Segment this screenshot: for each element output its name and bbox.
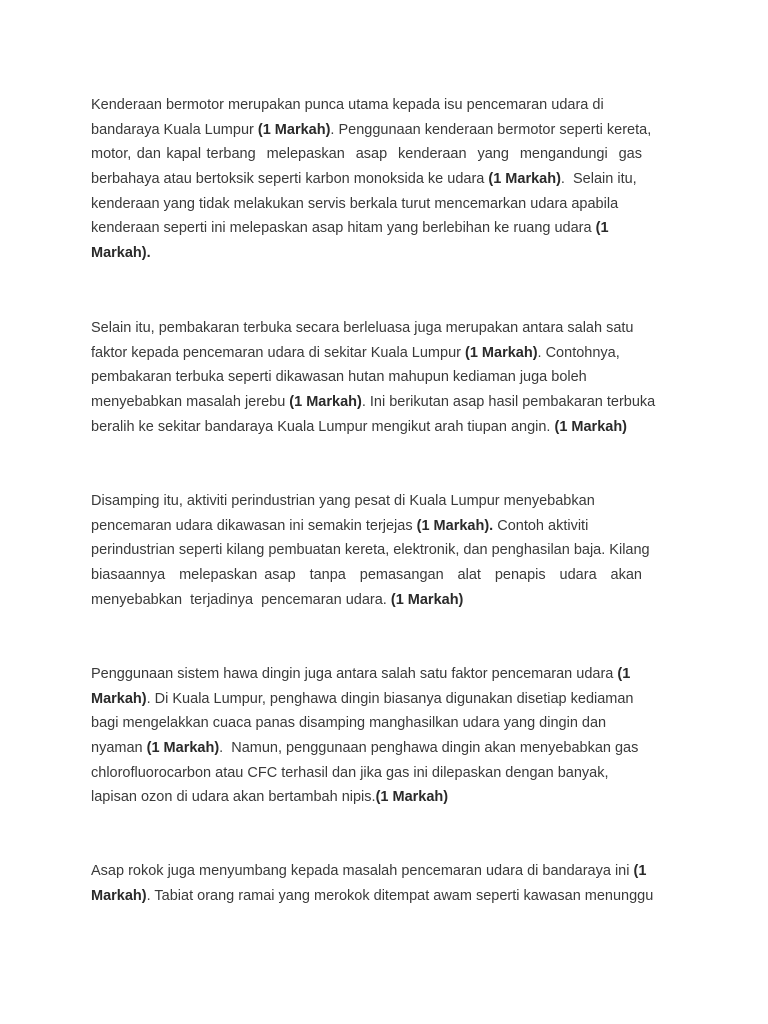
text-line bbox=[91, 365, 655, 390]
text-run: motor, dan kapal terbang melepaskan asap kenderaan yang mengandungi gas bbox=[91, 146, 642, 163]
text-line bbox=[91, 785, 638, 810]
text-line bbox=[91, 687, 638, 712]
text-line bbox=[91, 241, 651, 266]
text-line bbox=[91, 538, 650, 563]
paragraph-air-conditioning bbox=[91, 662, 638, 810]
text-run: bandaraya Kuala Lumpur bbox=[91, 121, 258, 138]
text-line bbox=[91, 859, 653, 884]
text-run: chlorofluorocarbon atau CFC terhasil dan jika gas ini dilepaskan dengan banyak, bbox=[91, 764, 609, 781]
text-run: . Namun, penggunaan penghawa dingin akan menyebabkan gas bbox=[219, 740, 639, 757]
paragraph-cigarette-smoke bbox=[91, 859, 653, 908]
text-run: nyaman bbox=[91, 740, 147, 757]
text-run: . Tabiat orang ramai yang merokok ditempat awam seperti kawasan menunggu bbox=[146, 887, 654, 904]
text-run: Kenderaan bermotor merupakan punca utama kepada isu pencemaran udara di bbox=[91, 97, 604, 113]
text-run: berbahaya atau bertoksik seperti karbon monoksida ke udara bbox=[91, 171, 489, 188]
text-line bbox=[91, 514, 650, 539]
text-line bbox=[91, 563, 642, 588]
paragraph-industry bbox=[91, 489, 650, 612]
mark-label: (1 Markah) bbox=[390, 591, 464, 608]
text-line bbox=[91, 489, 650, 514]
text-run: bagi mengelakkan cuaca panas disamping manghasilkan udara yang dingin dan bbox=[91, 715, 607, 732]
text-run: pembakaran terbuka seperti dikawasan hutan mahupun kediaman juga boleh bbox=[91, 369, 587, 386]
mark-label: (1 Markah). bbox=[416, 517, 494, 534]
text-line bbox=[91, 884, 653, 909]
text-run: . Ini berikutan asap hasil pembakaran terbuka bbox=[361, 394, 656, 411]
text-run: Penggunaan sistem hawa dingin juga antara salah satu faktor pencemaran udara bbox=[91, 666, 618, 682]
text-line bbox=[91, 761, 638, 786]
text-run: Contoh aktiviti bbox=[493, 517, 589, 534]
text-line bbox=[91, 415, 655, 440]
text-run: . Contohnya, bbox=[537, 344, 620, 361]
text-run: faktor kepada pencemaran udara di sekitar Kuala Lumpur bbox=[91, 344, 465, 361]
mark-label: (1 Markah) bbox=[465, 344, 538, 361]
text-line bbox=[91, 216, 651, 241]
text-line bbox=[91, 167, 651, 192]
text-line bbox=[91, 341, 655, 366]
mark-label: (1 Markah) bbox=[375, 789, 449, 806]
mark-label: Markah). bbox=[91, 245, 151, 262]
text-line bbox=[91, 118, 651, 143]
text-run: beralih ke sekitar bandaraya Kuala Lumpur mengikut arah tiupan angin. bbox=[91, 418, 555, 435]
mark-label: (1 Markah) bbox=[257, 121, 331, 138]
text-run: Asap rokok juga menyumbang kepada masalah pencemaran udara di bandaraya ini bbox=[91, 863, 634, 879]
text-line bbox=[91, 93, 651, 118]
mark-label: Markah) bbox=[91, 887, 147, 904]
text-run: Selain itu, pembakaran terbuka secara berleluasa juga merupakan antara salah satu bbox=[91, 320, 634, 336]
mark-label: (1 bbox=[633, 863, 647, 879]
mark-label: (1 Markah) bbox=[554, 418, 628, 435]
text-line bbox=[91, 588, 650, 613]
text-line bbox=[91, 142, 642, 167]
mark-label: (1 Markah) bbox=[289, 394, 362, 411]
text-run: . Penggunaan kenderaan bermotor seperti kereta, bbox=[330, 121, 652, 138]
text-line bbox=[91, 316, 655, 341]
paragraph-open-burning bbox=[91, 316, 655, 439]
mark-label: (1 Markah) bbox=[146, 740, 220, 757]
mark-label: (1 bbox=[617, 666, 631, 682]
text-line bbox=[91, 736, 638, 761]
mark-label: (1 bbox=[595, 220, 609, 237]
text-run: . Di Kuala Lumpur, penghawa dingin biasanya digunakan disetiap kediaman bbox=[146, 690, 634, 707]
mark-label: (1 Markah) bbox=[488, 171, 561, 188]
text-run: perindustrian seperti kilang pembuatan kereta, elektronik, dan penghasilan baja. Kilang bbox=[91, 542, 650, 559]
text-line bbox=[91, 192, 651, 217]
text-run: menyebabkan terjadinya pencemaran udara. bbox=[91, 591, 391, 608]
text-run: menyebabkan masalah jerebu bbox=[91, 394, 290, 411]
text-run: lapisan ozon di udara akan bertambah nipis. bbox=[91, 789, 376, 806]
text-line bbox=[91, 662, 638, 687]
text-run: biasaannya melepaskan asap tanpa pemasangan alat penapis udara akan bbox=[91, 567, 642, 584]
text-line bbox=[91, 390, 655, 415]
text-run: pencemaran udara dikawasan ini semakin terjejas bbox=[91, 517, 417, 534]
text-run: Disamping itu, aktiviti perindustrian yang pesat di Kuala Lumpur menyebabkan bbox=[91, 493, 595, 509]
text-run: kenderaan yang tidak melakukan servis berkala turut mencemarkan udara apabila bbox=[91, 195, 619, 212]
mark-label: Markah) bbox=[91, 690, 147, 707]
paragraph-vehicles bbox=[91, 93, 651, 266]
text-run: kenderaan seperti ini melepaskan asap hitam yang berlebihan ke ruang udara bbox=[91, 220, 596, 237]
text-line bbox=[91, 711, 638, 736]
text-run: . Selain itu, bbox=[560, 171, 637, 188]
